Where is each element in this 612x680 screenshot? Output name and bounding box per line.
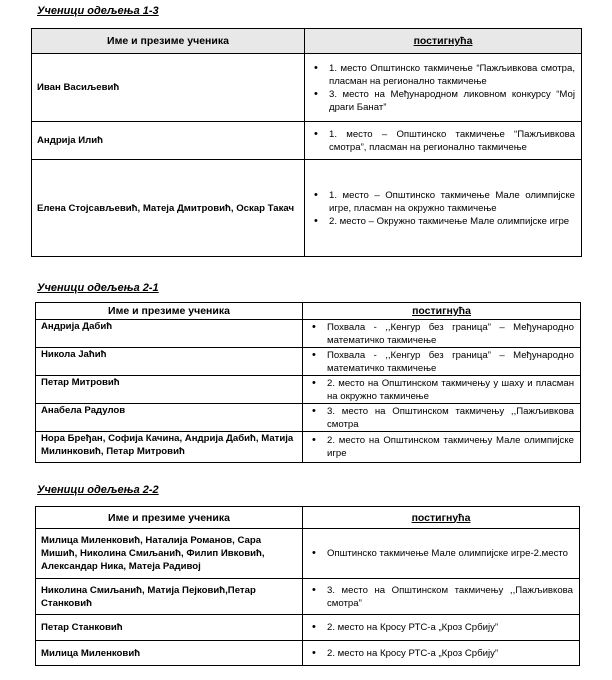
student-name: Елена Стојсављевић, Матеја Дмитровић, Оскар Такач (32, 160, 305, 257)
table-row (32, 160, 582, 257)
achievements-cell (303, 432, 581, 463)
achievement-item: • Похвала - ,,Кенгур без граница” – Међународно математичко такмичење (327, 321, 574, 347)
column-header-name: Име и презиме ученика (36, 303, 303, 320)
achievements-list (327, 647, 573, 660)
achievement-item: • 1. место – Општинско такмичење “Пажљивкова смотра”, пласман на регионално такмичење (329, 128, 575, 154)
achievements-list (327, 547, 573, 560)
achievements-list (327, 405, 574, 431)
achievements-cell (305, 122, 582, 160)
achievements-cell (305, 160, 582, 257)
achievement-item: • 3. место на Општинском такмичењу ,,Пажљивкова смотра (327, 405, 574, 431)
achievements-table-2-1 (35, 302, 581, 463)
table-row (36, 404, 581, 432)
achievements-table-1-3 (31, 28, 582, 257)
achievement-item: • 3. место на Општинском такмичењу ,,Пажљивкова смотра” (327, 584, 573, 610)
student-name: Анабела Радулов (36, 404, 303, 432)
table-row (36, 579, 580, 615)
achievements-cell (303, 348, 581, 376)
achievements-cell (303, 320, 581, 348)
section-title-2-1: Ученици одељења 2-1 (37, 282, 159, 294)
achievement-item: • 2. место на Општинском такмичењу у шаху и пласман на окружно такмичење (327, 377, 574, 403)
column-header-name: Име и презиме ученика (36, 507, 303, 529)
achievements-list (327, 377, 574, 403)
achievement-item: • Похвала - ,,Кенгур без граница” – Међународно математичко такмичење (327, 349, 574, 375)
student-name: Николина Смиљанић, Матија Пејковић,Петар Станковић (36, 579, 303, 615)
achievements-list (327, 584, 573, 610)
student-name: Петар Станковић (36, 615, 303, 641)
achievements-table-2-2 (35, 506, 580, 666)
achievements-list (329, 189, 575, 228)
student-name: Иван Васиљевић (32, 54, 305, 122)
table-row (36, 320, 581, 348)
table-row (32, 54, 582, 122)
achievement-item: • 2. место на Кросу РТС-а „Кроз Србију” (327, 647, 573, 660)
achievements-list (329, 128, 575, 154)
achievements-list (329, 62, 575, 114)
student-name: Никола Јаћић (36, 348, 303, 376)
student-name: Петар Митровић (36, 376, 303, 404)
achievements-cell (303, 529, 580, 579)
section-title-1-3: Ученици одељења 1-3 (37, 5, 159, 17)
achievements-cell (305, 54, 582, 122)
student-name: Нора Брeђан, Софија Качина, Андрија Дабић, Матија Милинковић, Петар Митровић (36, 432, 303, 463)
student-name: Милица Миленковић (36, 641, 303, 666)
achievement-item: • Општинско такмичење Мале олимпијске игре-2.место (327, 547, 573, 560)
achievements-list (327, 321, 574, 347)
table-row (36, 348, 581, 376)
table-row (36, 615, 580, 641)
achievements-list (327, 349, 574, 375)
achievements-cell (303, 579, 580, 615)
achievements-cell (303, 376, 581, 404)
achievements-cell (303, 404, 581, 432)
table-row (36, 529, 580, 579)
table-row (32, 122, 582, 160)
section-title-2-2: Ученици одељења 2-2 (37, 484, 159, 496)
student-name: Андрија Дабић (36, 320, 303, 348)
achievement-item: • 2. место на Кросу РТС-а „Кроз Србију” (327, 621, 573, 634)
student-name: Андрија Илић (32, 122, 305, 160)
achievements-list (327, 434, 574, 460)
achievement-item: • 2. место – Окружно такмичење Мале олимпијске игре (329, 215, 575, 228)
table-row (36, 376, 581, 404)
column-header-achievements: постигнућа (305, 29, 582, 54)
student-name: Милица Миленковић, Наталија Романов, Сара Мишић, Николина Смиљанић, Филип Ивковић, Александар Ника, Матеја Радивој (36, 529, 303, 579)
achievements-cell (303, 641, 580, 666)
column-header-name: Име и презиме ученика (32, 29, 305, 54)
achievement-item: • 2. место на Општинском такмичењу Мале олимпијске игре (327, 434, 574, 460)
column-header-achievements: постигнућа (303, 303, 581, 320)
table-row (36, 641, 580, 666)
achievements-list (327, 621, 573, 634)
column-header-achievements: постигнућа (303, 507, 580, 529)
table-row (36, 432, 581, 463)
achievements-cell (303, 615, 580, 641)
achievement-item: • 1. место – Општинско такмичење Мале олимпијске игре, пласман на окружно такмичење (329, 189, 575, 215)
achievement-item: • 1. место Општинско такмичење “Пажљивкова смотра, пласман на регионално такмичење (329, 62, 575, 88)
achievement-item: • 3. место на Међународном ликовном конкурсу “Мој драги Банат” (329, 88, 575, 114)
